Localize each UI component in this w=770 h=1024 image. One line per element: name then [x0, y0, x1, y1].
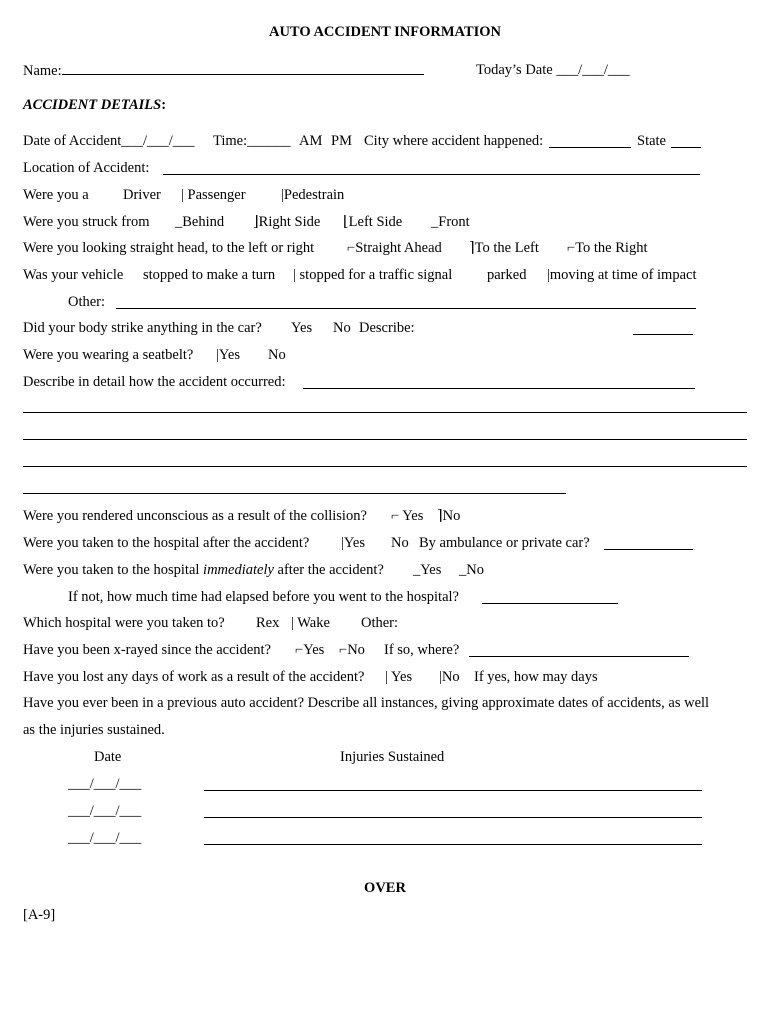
form-title: AUTO ACCIDENT INFORMATION — [268, 24, 502, 40]
lost-work-yes-label: Yes — [391, 669, 413, 685]
body-strike-describe-field[interactable] — [633, 321, 693, 335]
behind-option[interactable]: _Behind — [175, 214, 225, 230]
vehicle-other-row — [68, 293, 750, 311]
immediately-yes-label: Yes — [420, 562, 442, 578]
unconscious-yes[interactable]: ⌐ Yes — [391, 508, 424, 524]
form-code: [A-9] — [23, 907, 56, 923]
passenger-label: Passenger — [187, 187, 246, 203]
city-label: City where accident happened: — [364, 133, 544, 149]
seatbelt-row — [23, 346, 750, 364]
immediately-row — [23, 561, 750, 579]
to-left-label: To the Left — [474, 240, 539, 256]
to-left-option[interactable]: ⌉To the Left — [469, 240, 539, 256]
other-label: Other: — [68, 294, 106, 310]
name-field[interactable] — [62, 61, 424, 75]
front-option[interactable]: _Front — [431, 214, 470, 230]
immediately-yes[interactable]: _Yes — [413, 562, 442, 578]
lost-work-row — [23, 668, 750, 686]
describe-line-1[interactable] — [23, 412, 747, 413]
injury-description-field[interactable] — [204, 831, 702, 845]
accident-details-heading — [23, 96, 750, 114]
hospital-no[interactable]: No — [391, 535, 409, 551]
which-hospital-label: Which hospital were you taken to? — [23, 615, 225, 631]
pm-option[interactable]: PM — [331, 133, 352, 149]
which-hospital-row — [23, 614, 750, 632]
xray-where-label: If so, where? — [384, 642, 460, 658]
state-field[interactable] — [671, 134, 701, 148]
location-field[interactable] — [163, 161, 700, 175]
lost-work-no[interactable]: |No — [439, 669, 460, 685]
describe-detail-field[interactable] — [303, 375, 695, 389]
elapsed-row — [68, 588, 750, 606]
wake-label: Wake — [297, 615, 330, 631]
seatbelt-yes[interactable]: |Yes — [216, 347, 241, 363]
unconscious-yes-label: Yes — [402, 508, 424, 524]
rex-option[interactable]: Rex — [256, 615, 280, 631]
immediately-label — [23, 562, 384, 578]
to-right-label: To the Right — [575, 240, 648, 256]
am-option[interactable]: AM — [299, 133, 323, 149]
vehicle-other-field[interactable] — [116, 295, 696, 309]
left-side-label: Left Side — [348, 214, 403, 230]
hospital-label: Were you taken to the hospital after the accident? — [23, 535, 310, 551]
behind-label: Behind — [182, 214, 225, 230]
immediately-pre: Were you taken to the hospital — [23, 562, 204, 578]
body-strike-label: Did your body strike anything in the car? — [23, 320, 262, 336]
unconscious-no[interactable]: ⌉No — [437, 508, 461, 524]
looking-row — [23, 239, 750, 257]
lost-work-no-label: No — [441, 669, 460, 685]
xray-label: Have you been x-rayed since the accident? — [23, 642, 271, 658]
unconscious-label: Were you rendered unconscious as a result of the collision? — [23, 508, 367, 524]
unconscious-no-label: No — [442, 508, 461, 524]
ambulance-field[interactable] — [604, 536, 693, 550]
xray-row — [23, 641, 750, 659]
right-side-label: Right Side — [258, 214, 321, 230]
straight-ahead-label: Straight Ahead — [355, 240, 442, 256]
straight-ahead-option[interactable]: ⌐Straight Ahead — [347, 240, 442, 256]
lost-work-yes[interactable]: | Yes — [385, 669, 413, 685]
location-label: Location of Accident: — [23, 160, 150, 176]
vehicle-label: Was your vehicle — [23, 267, 124, 283]
describe-label: Describe: — [359, 320, 415, 336]
left-side-option[interactable]: ⌊Left Side — [343, 214, 403, 230]
hospital-yes-label: Yes — [343, 535, 366, 551]
todays-date-label[interactable]: Today’s Date ___/___/___ — [476, 62, 630, 78]
body-strike-row — [23, 319, 750, 337]
seatbelt-label: Were you wearing a seatbelt? — [23, 347, 194, 363]
injuries-column-header: Injuries Sustained — [340, 749, 445, 765]
name-row — [23, 61, 750, 80]
seatbelt-no[interactable]: No — [268, 347, 286, 363]
xray-no[interactable]: ⌐No — [339, 642, 365, 658]
role-row — [23, 186, 750, 204]
driver-option[interactable]: Driver — [123, 187, 161, 203]
elapsed-field[interactable] — [482, 590, 618, 604]
moving-option[interactable]: |moving at time of impact — [547, 267, 697, 283]
elapsed-label: If not, how much time had elapsed before you went to the hospital? — [68, 589, 459, 605]
moving-label: moving at time of impact — [549, 267, 697, 283]
struck-from-row — [23, 213, 750, 231]
wake-option[interactable]: | Wake — [291, 615, 330, 631]
injury-date-field[interactable]: ___/___/___ — [68, 830, 142, 846]
right-side-option[interactable]: ⌋Right Side — [253, 214, 321, 230]
days-label: If yes, how may days — [474, 669, 598, 685]
xray-yes-label: Yes — [303, 642, 325, 658]
ambulance-label: By ambulance or private car? — [419, 535, 590, 551]
injury-description-field[interactable] — [204, 777, 702, 791]
city-field[interactable] — [549, 134, 631, 148]
were-you-a-label: Were you a — [23, 187, 89, 203]
unconscious-row — [23, 507, 750, 525]
hospital-yes[interactable]: |Yes — [341, 535, 366, 551]
xray-no-label: No — [347, 642, 365, 658]
section-heading-colon: : — [161, 97, 167, 113]
struck-from-label: Were you struck from — [23, 214, 150, 230]
date-time-row — [23, 132, 750, 150]
body-strike-yes[interactable]: Yes — [291, 320, 313, 336]
injury-date-field[interactable]: ___/___/___ — [68, 776, 142, 792]
describe-line-2[interactable] — [23, 439, 747, 440]
over-label: OVER — [364, 880, 406, 896]
describe-detail-label: Describe in detail how the accident occurred: — [23, 374, 286, 390]
hospital-row — [23, 534, 750, 552]
front-label: Front — [438, 214, 470, 230]
describe-detail-row — [23, 373, 750, 391]
stopped-signal-option[interactable]: | stopped for a traffic signal — [293, 267, 453, 283]
body-strike-no[interactable]: No — [333, 320, 351, 336]
xray-where-field[interactable] — [469, 643, 689, 657]
immediately-no-label: No — [466, 562, 484, 578]
immediately-emphasis: immediately — [203, 562, 274, 578]
injury-date-field[interactable]: ___/___/___ — [68, 803, 142, 819]
seatbelt-yes-label: Yes — [218, 347, 241, 363]
describe-line-4[interactable] — [23, 493, 566, 494]
pedestrian-label: Pedestrain — [283, 187, 345, 203]
describe-line-3[interactable] — [23, 466, 747, 467]
time-field[interactable]: Time:______ — [213, 133, 291, 149]
state-label: State — [637, 133, 666, 149]
section-heading-text: ACCIDENT DETAILS — [23, 97, 162, 113]
to-right-option[interactable]: ⌐To the Right — [567, 240, 648, 256]
xray-yes[interactable]: ⌐Yes — [295, 642, 325, 658]
passenger-option[interactable]: | Passenger — [181, 187, 246, 203]
name-label: Name: — [23, 63, 62, 79]
date-column-header: Date — [94, 749, 122, 765]
pedestrian-option[interactable]: |Pedestrain — [281, 187, 345, 203]
date-of-accident-field[interactable]: Date of Accident___/___/___ — [23, 133, 195, 149]
location-row — [23, 159, 750, 177]
immediately-post: after the accident? — [273, 562, 384, 578]
looking-label: Were you looking straight head, to the left or right — [23, 240, 315, 256]
hospital-other-option[interactable]: Other: — [361, 615, 399, 631]
immediately-no[interactable]: _No — [459, 562, 484, 578]
lost-work-label: Have you lost any days of work as a result of the accident? — [23, 669, 365, 685]
parked-option[interactable]: parked — [487, 267, 527, 283]
stopped-turn-option[interactable]: stopped to make a turn — [143, 267, 276, 283]
previous-row-1: Have you ever been in a previous auto accident? Describe all instances, giving approximate dates of accidents, as well — [23, 695, 710, 711]
vehicle-row — [23, 266, 750, 284]
stopped-signal-label: stopped for a traffic signal — [299, 267, 453, 283]
previous-row-2: as the injuries sustained. — [23, 722, 165, 738]
injury-description-field[interactable] — [204, 804, 702, 818]
